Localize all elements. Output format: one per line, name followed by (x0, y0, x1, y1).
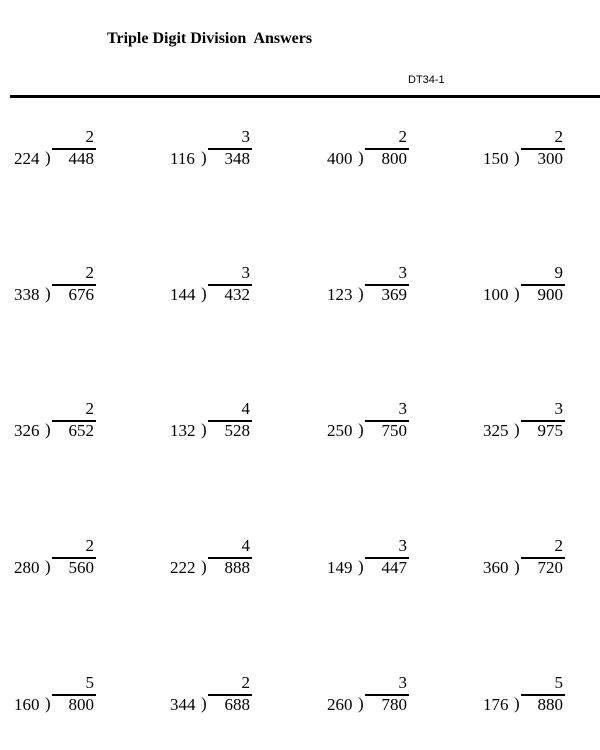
quotient: 2 (241, 673, 250, 692)
division-bracket: ) (514, 148, 520, 167)
dividend: 448 (68, 149, 94, 168)
quotient: 3 (398, 536, 407, 555)
divisor: 116 (170, 149, 195, 168)
division-bracket: ) (201, 694, 207, 713)
quotient: 3 (398, 399, 407, 418)
division-bracket: ) (45, 420, 51, 439)
quotient: 3 (241, 263, 250, 282)
divisor: 400 (327, 149, 353, 168)
dividend: 300 (537, 149, 563, 168)
division-bracket: ) (201, 284, 207, 303)
quotient: 3 (241, 127, 250, 146)
dividend: 432 (224, 285, 250, 304)
divisor: 250 (327, 421, 353, 440)
division-problem (483, 128, 565, 174)
divisor: 132 (170, 421, 196, 440)
quotient: 5 (85, 673, 94, 692)
quotient: 2 (554, 536, 563, 555)
quotient: 2 (85, 536, 94, 555)
divisor: 123 (327, 285, 353, 304)
dividend: 348 (224, 149, 250, 168)
dividend: 780 (381, 695, 407, 714)
dividend: 652 (68, 421, 94, 440)
division-problem (170, 264, 252, 310)
division-problem (170, 674, 252, 720)
divisor: 280 (14, 558, 40, 577)
division-bracket: ) (358, 557, 364, 576)
quotient: 5 (554, 673, 563, 692)
dividend: 528 (224, 421, 250, 440)
divisor: 176 (483, 695, 509, 714)
dividend: 800 (68, 695, 94, 714)
quotient: 9 (554, 263, 563, 282)
division-problem (483, 264, 565, 310)
dividend: 880 (537, 695, 563, 714)
quotient: 4 (241, 536, 250, 555)
dividend: 369 (381, 285, 407, 304)
dividend: 447 (381, 558, 407, 577)
divisor: 144 (170, 285, 196, 304)
division-bracket: ) (358, 284, 364, 303)
division-problem (327, 400, 409, 446)
division-bracket: ) (514, 694, 520, 713)
dividend: 720 (537, 558, 563, 577)
divisor: 150 (483, 149, 509, 168)
division-bracket: ) (358, 148, 364, 167)
quotient: 2 (85, 127, 94, 146)
quotient: 3 (554, 399, 563, 418)
division-problem (327, 264, 409, 310)
division-bracket: ) (45, 557, 51, 576)
quotient: 2 (398, 127, 407, 146)
division-bracket: ) (201, 420, 207, 439)
division-bracket: ) (201, 557, 207, 576)
division-bracket: ) (358, 694, 364, 713)
division-bracket: ) (45, 284, 51, 303)
division-bracket: ) (514, 557, 520, 576)
division-problem (14, 674, 96, 720)
divisor: 160 (14, 695, 40, 714)
division-problem (483, 400, 565, 446)
division-problem (327, 537, 409, 583)
division-bracket: ) (514, 284, 520, 303)
dividend: 975 (537, 421, 563, 440)
division-problem (14, 264, 96, 310)
dividend: 800 (381, 149, 407, 168)
dividend: 888 (224, 558, 250, 577)
worksheet-title: Triple Digit Division Answers (107, 30, 313, 47)
divisor: 149 (327, 558, 353, 577)
divisor: 360 (483, 558, 509, 577)
quotient: 3 (398, 673, 407, 692)
quotient: 2 (85, 263, 94, 282)
dividend: 676 (68, 285, 94, 304)
dividend: 560 (68, 558, 94, 577)
dividend: 688 (224, 695, 250, 714)
quotient: 2 (85, 399, 94, 418)
division-problem (170, 400, 252, 446)
division-problem (483, 674, 565, 720)
division-problem (327, 128, 409, 174)
divisor: 326 (14, 421, 40, 440)
division-problem (483, 537, 565, 583)
division-problem (170, 128, 252, 174)
division-problem (327, 674, 409, 720)
divisor: 325 (483, 421, 509, 440)
divisor: 100 (483, 285, 509, 304)
division-problem (14, 400, 96, 446)
division-bracket: ) (45, 694, 51, 713)
divisor: 224 (14, 149, 40, 168)
division-problem (14, 537, 96, 583)
division-problem (170, 537, 252, 583)
divisor: 344 (170, 695, 196, 714)
division-bracket: ) (514, 420, 520, 439)
division-problem (14, 128, 96, 174)
quotient: 3 (398, 263, 407, 282)
divisor: 338 (14, 285, 40, 304)
division-bracket: ) (358, 420, 364, 439)
division-bracket: ) (45, 148, 51, 167)
division-bracket: ) (201, 148, 207, 167)
quotient: 4 (241, 399, 250, 418)
worksheet-code: DT34-1 (408, 74, 445, 86)
dividend: 750 (381, 421, 407, 440)
divisor: 260 (327, 695, 353, 714)
dividend: 900 (537, 285, 563, 304)
divisor: 222 (170, 558, 196, 577)
quotient: 2 (554, 127, 563, 146)
